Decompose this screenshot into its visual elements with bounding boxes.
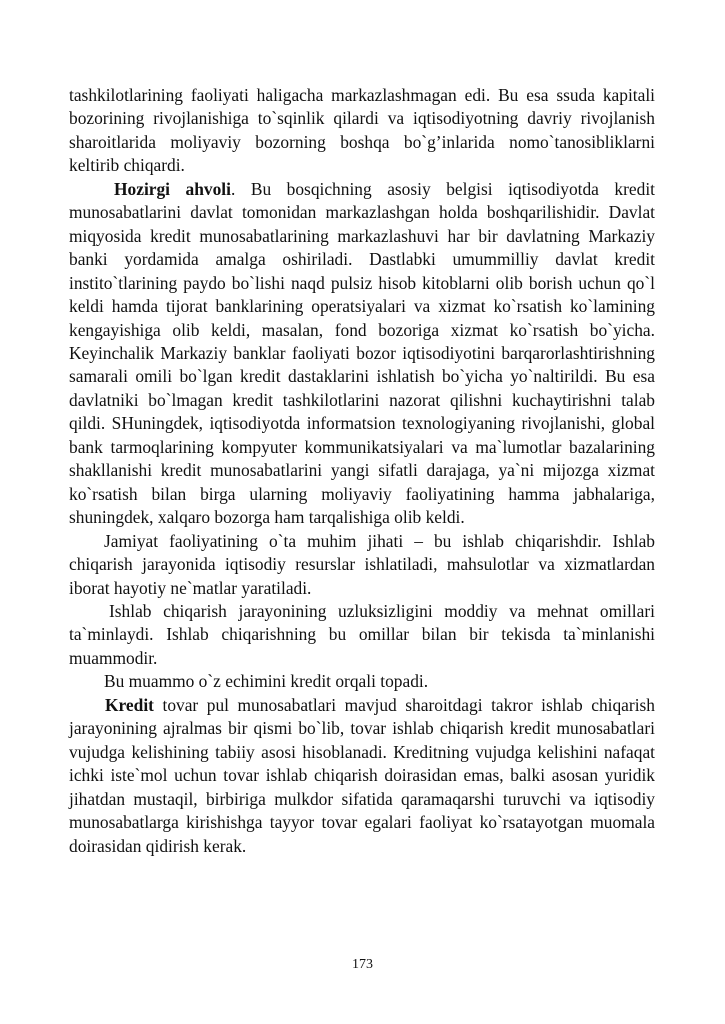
paragraph-6-lead: Kredit — [105, 694, 154, 715]
paragraph-2-text: . Bu bosqichning asosiy belgisi iqtisodiyotda kredit munosabatlarini davlat tomonidan markazlashgan holda boshqarilishidir. Davlat miqyosida kredit munosabatlarining markazlashuvi har bir davlatning Markaziy banki yordamida amalga oshiriladi. Dastlabki umummilliy davlat kredit instito`tlarining paydo bo`lishi naqd pulsiz hisob kitoblarni olib borish uchun qo`l keldi hamda tijorat banklarining operatsiyalari va xizmat ko`rsatish ko`lamining kengayishiga olib keldi, masalan, fond bozoriga xizmat ko`rsatish bo`yicha. Keyinchalik Markaziy banklar faoliyati bozor iqtisodiyotini barqarorlashtirishning samarali omili bo`lgan kredit dastaklarini ishlatish bo`yicha yo`naltirildi. Bu esa davlatniki bo`lmagan kredit tashkilotlarini nazorat qilishni kuchaytirishni talab qildi. SHuningdek, iqtisodiyotda informatsion texnologiyaning rivojlanishi, global bank tarmoqlarining kompyuter kommunikatsiyalari va ma`lumotlar bazalarining shakllanishi kredit munosabatlarini yangi sifatli darajaga, ya`ni mijozga xizmat ko`rsatish bilan birga ularning moliyaviy faoliyatining hamma jabhalariga, shuningdek, xalqaro bozorga ham tarqalishiga olib keldi. — [69, 178, 655, 528]
page-number: 173 — [352, 957, 373, 972]
document-body — [69, 84, 655, 858]
paragraph-1 — [69, 84, 655, 178]
paragraph-1-text: tashkilotlarining faoliyati haligacha markazlashmagan edi. Bu esa ssuda kapitali bozorining rivojlanishiga to`sqinlik qilardi va iqtisodiyotning davriy rivojlanish sharoitlarida moliyaviy bozorning boshqa bo`g’inlarida nomo`tanosibliklarni keltirib chiqardi. — [69, 85, 655, 176]
paragraph-4 — [69, 600, 655, 670]
paragraph-5-text: Bu muammo o`z echimini kredit orqali topadi. — [104, 671, 429, 692]
paragraph-4-text: Ishlab chiqarish jarayonining uzluksizligini moddiy va mehnat omillari ta`minlaydi. Ishlab chiqarishning bu omillar bilan bir tekisda ta`minlanishi muammodir. — [69, 600, 655, 668]
paragraph-5 — [69, 670, 655, 693]
paragraph-2-lead: Hozirgi ahvoli — [114, 178, 231, 199]
paragraph-2 — [69, 178, 655, 530]
paragraph-6-text: tovar pul munosabatlari mavjud sharoitdagi takror ishlab chiqarish jarayonining ajralmas bir qismi bo`lib, tovar ishlab chiqarish kredit munosabatlari vujudga kelishining tabiiy asosi hisoblanadi. Kreditning vujudga kelishini nafaqat ichki iste`mol uchun tovar ishlab chiqarish doirasidan emas, balki asosan yuridik jihatdan mustaqil, birbiriga mulkdor sifatida qaramaqarshi turuvchi va iqtisodiy munosabatlarga kirishishga tayyor tovar egalari faoliyat ko`rsatayotgan muomala doirasidan qidirish kerak. — [69, 694, 655, 856]
paragraph-6 — [69, 694, 655, 858]
paragraph-3-text: Jamiyat faoliyatining o`ta muhim jihati – bu ishlab chiqarishdir. Ishlab chiqarish jarayonida iqtisodiy resurslar ishlatiladi, mahsulotlar va xizmatlardan iborat hayotiy ne`matlar yaratiladi. — [69, 530, 655, 598]
paragraph-3 — [69, 530, 655, 600]
